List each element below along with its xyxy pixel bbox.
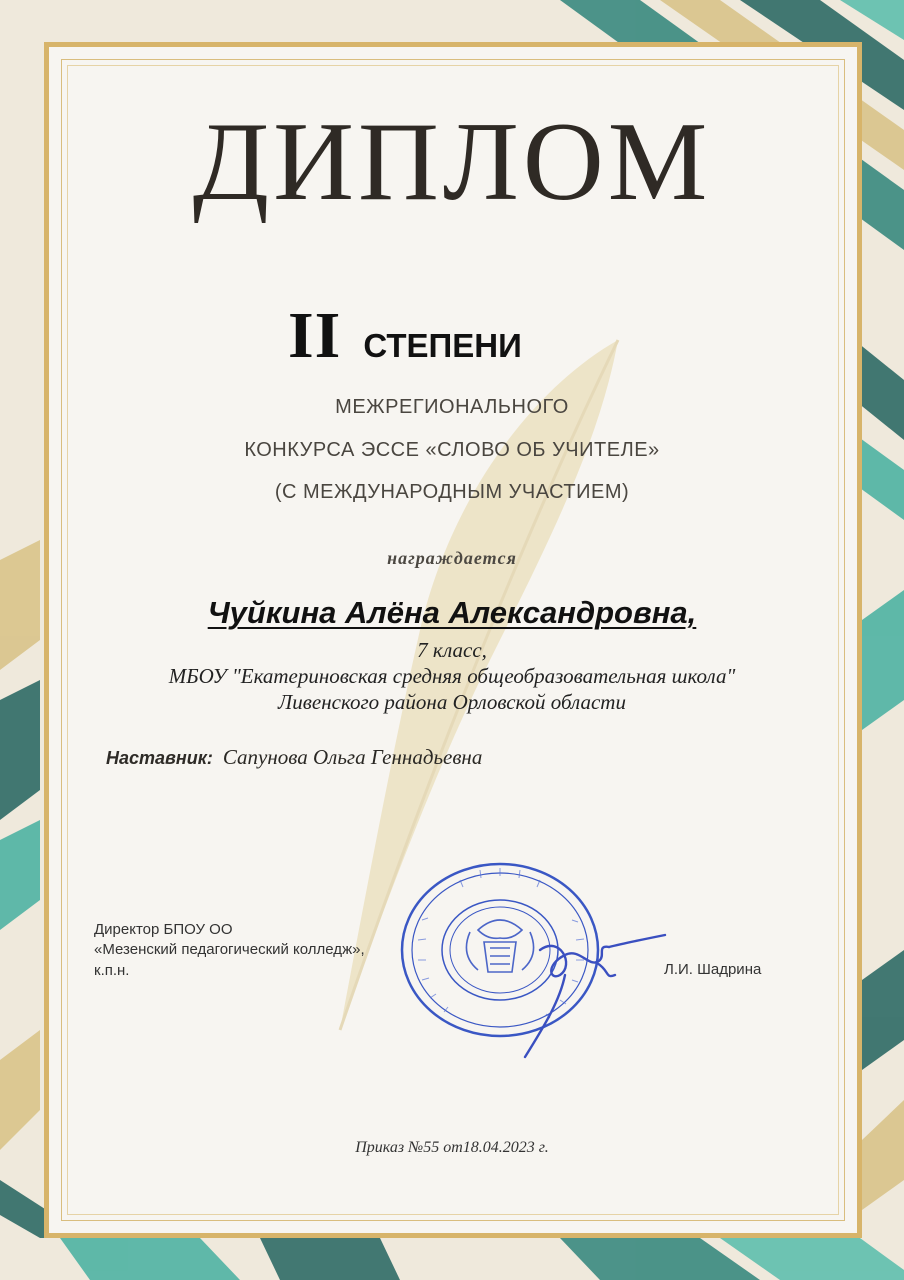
- contest-line-3: (С МЕЖДУНАРОДНЫМ УЧАСТИЕМ): [274, 481, 630, 503]
- order-reference: Приказ №55 от18.04.2023 г.: [355, 1139, 549, 1156]
- recipient-name: Чуйкина Алёна Александровна,: [207, 595, 697, 630]
- degree-word: СТЕПЕНИ: [363, 327, 522, 364]
- recipient-school: МБОУ "Екатериновская средняя общеобразовательная школа": [168, 664, 736, 688]
- mentor-label: Наставник:: [106, 748, 213, 768]
- handwritten-signature: [505, 915, 675, 1065]
- recipient-region: Ливенского района Орловской области: [278, 690, 626, 714]
- recipient-grade: 7 класс,: [417, 638, 487, 662]
- mentor-name: Сапунова Ольга Геннадьевна: [222, 745, 483, 769]
- director-position-line-1: Директор БПОУ ОО: [94, 921, 233, 938]
- director-degree: к.п.н.: [94, 961, 130, 979]
- diploma-title: ДИПЛОМ: [192, 100, 712, 224]
- contest-line-1: МЕЖРЕГИОНАЛЬНОГО: [335, 396, 569, 418]
- degree-roman: II: [288, 299, 342, 372]
- director-position: [94, 920, 365, 981]
- awarded-label: награждается: [387, 548, 517, 568]
- contest-line-2: КОНКУРСА ЭССЕ «СЛОВО ОБ УЧИТЕЛЕ»: [244, 439, 660, 461]
- director-position-line-2: «Мезенский педагогический колледж»,: [94, 941, 365, 959]
- degree-line: [288, 298, 522, 374]
- signer-name: Л.И. Шадрина: [664, 961, 762, 978]
- mentor-line: [106, 745, 482, 770]
